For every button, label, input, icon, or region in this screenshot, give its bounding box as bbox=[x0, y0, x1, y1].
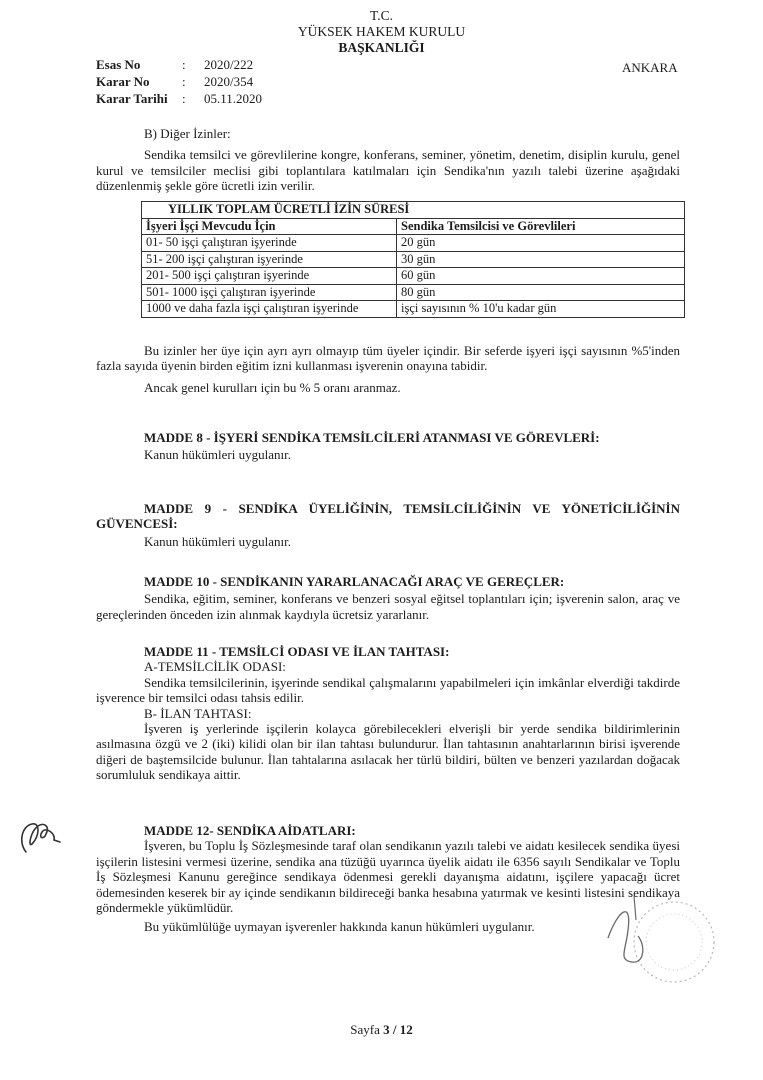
table-col1-header: İşyeri İşçi Mevcudu İçin bbox=[142, 218, 397, 235]
footer-total-pages: 12 bbox=[399, 1022, 413, 1037]
meta-esas bbox=[96, 56, 262, 73]
table-cell: 1000 ve daha fazla işçi çalıştıran işyerinde bbox=[142, 301, 397, 318]
section-b bbox=[96, 126, 680, 194]
case-meta bbox=[96, 56, 262, 107]
table-title-row bbox=[142, 202, 685, 219]
meta-value: 2020/222 bbox=[204, 57, 254, 72]
leave-table bbox=[141, 201, 685, 318]
madde-9-heading: MADDE 9 - SENDİKA ÜYELİĞİNİN, TEMSİLCİLİĞİNİN VE YÖNETİCİLİĞİNİN GÜVENCESİ: bbox=[96, 501, 680, 532]
meta-colon: : bbox=[182, 91, 186, 106]
table-col2-header: Sendika Temsilcisi ve Görevlileri bbox=[397, 218, 685, 235]
meta-karar bbox=[96, 73, 262, 90]
table-header-row bbox=[142, 218, 685, 235]
table-cell: 30 gün bbox=[397, 251, 685, 268]
madde-11-text-a: Sendika temsilcilerinin, işyerinde sendikal çalışmalarını yapabilmeleri için imkânlar elverdiği takdirde işverence bir temsilci odası tahsis edilir. bbox=[96, 674, 680, 706]
table-cell: 501- 1000 işçi çalıştıran işyerinde bbox=[142, 284, 397, 301]
madde-10 bbox=[96, 574, 680, 622]
madde-12-text-2: Bu yükümlülüğe uymayan işverenler hakkında kanun hükümleri uygulanır. bbox=[144, 919, 535, 935]
footer-prefix: Sayfa bbox=[350, 1022, 380, 1037]
meta-label: Karar Tarihi bbox=[96, 91, 168, 106]
madde-8 bbox=[96, 430, 680, 463]
madde-12-heading: MADDE 12- SENDİKA AİDATLARI: bbox=[144, 823, 356, 838]
footer-current-page: 3 bbox=[383, 1022, 390, 1037]
madde-11 bbox=[96, 644, 680, 783]
table-cell: 01- 50 işçi çalıştıran işyerinde bbox=[142, 235, 397, 252]
madde-10-heading: MADDE 10 - SENDİKANIN YARARLANACAĞI ARAÇ VE GEREÇLER: bbox=[144, 574, 565, 589]
page-footer bbox=[0, 1022, 763, 1038]
meta-karar-tarihi bbox=[96, 90, 262, 107]
table-cell: 201- 500 işçi çalıştıran işyerinde bbox=[142, 268, 397, 285]
meta-colon: : bbox=[182, 57, 186, 72]
madde-11-heading: MADDE 11 - TEMSİLCİ ODASI VE İLAN TAHTASI: bbox=[144, 644, 450, 659]
table-cell: 80 gün bbox=[397, 284, 685, 301]
madde-9 bbox=[96, 501, 680, 549]
madde-11-sub-a: A-TEMSİLCİLİK ODASI: bbox=[144, 659, 286, 675]
meta-label: Esas No bbox=[96, 57, 141, 72]
footer-separator: / bbox=[392, 1022, 397, 1037]
header-institution: YÜKSEK HAKEM KURULU bbox=[297, 24, 466, 39]
city-label: ANKARA bbox=[622, 60, 678, 75]
handwritten-initials-icon bbox=[16, 812, 64, 860]
table-cell: 20 gün bbox=[397, 235, 685, 252]
madde-12-text: İşveren, bu Toplu İş Sözleşmesinde taraf olan sendikanın yazılı talebi ve aidatı kesilecek sendika üyesi işçilerin listesini vermesi üzerine, sendika ana tüzüğü uyarınca üyelik aidatı ile 6356 sayılı Sendikalar ve Toplu İş Sözleşmesi Kanunu gereğince sendikaya ödenmesi gerekli dayanışma aidatını, işçilere yapacağı ücret ödemesinden keserek bir ay içinde sendikanın bildireceği banka hesabına yatırmak ve kesinti listesini sendikaya göndermekle yükümlüdür. bbox=[96, 838, 680, 916]
meta-value: 05.11.2020 bbox=[204, 91, 263, 106]
table-title: YILLIK TOPLAM ÜCRETLİ İZİN SÜRESİ bbox=[142, 202, 685, 219]
header-presidency: BAŞKANLIĞI bbox=[338, 40, 425, 55]
meta-colon: : bbox=[182, 74, 186, 89]
madde-8-heading: MADDE 8 - İŞYERİ SENDİKA TEMSİLCİLERİ ATANMASI VE GÖREVLERİ: bbox=[144, 430, 600, 445]
header-tc: T.C. bbox=[370, 8, 393, 23]
madde-9-text: Kanun hükümleri uygulanır. bbox=[144, 533, 291, 549]
section-b-intro: Sendika temsilci ve görevlilerine kongre, konferans, seminer, yönetim, denetim, disiplin kurulu, genel kurul ve temsilciler meclisi gibi toplantılara katılmaları için Sendika'nın yazılı talebi üzerine aşağıdaki düzenlenmiş şekle göre ücretli izin verilir. bbox=[96, 147, 680, 194]
madde-11-sub-b: B- İLAN TAHTASI: bbox=[144, 705, 252, 721]
table-cell: 60 gün bbox=[397, 268, 685, 285]
table-row bbox=[142, 284, 685, 301]
table-row bbox=[142, 235, 685, 252]
section-b-title: B) Diğer İzinler: bbox=[144, 126, 231, 141]
table-row bbox=[142, 268, 685, 285]
meta-label: Karar No bbox=[96, 74, 150, 89]
table-cell: 51- 200 işçi çalıştıran işyerinde bbox=[142, 251, 397, 268]
meta-value: 2020/354 bbox=[204, 74, 254, 89]
table-cell: işçi sayısının % 10'u kadar gün bbox=[397, 301, 685, 318]
stamp-seal-icon bbox=[588, 890, 728, 1000]
madde-10-text: Sendika, eğitim, seminer, konferans ve benzeri sosyal eğitsel toplantıları için; işverenin salon, araç ve gereçlerinden önceden izin alınmak kaydıyla ücretsiz yararlanır. bbox=[96, 591, 680, 622]
madde-8-text: Kanun hükümleri uygulanır. bbox=[144, 447, 291, 463]
table-row bbox=[142, 251, 685, 268]
after-table-p1: Bu izinler her üye için ayrı ayrı olmayıp tüm üyeler içindir. Bir seferde işyeri işçi sayısının %5'inden fazla sayıda üyenin birden eğitim izni kullanması işverenin onayına tabidir. bbox=[96, 343, 680, 374]
table-row bbox=[142, 301, 685, 318]
madde-11-text-b: İşveren iş yerlerinde işçilerin kolayca görebilecekleri elverişli bir yerde sendika bildirimlerinin asılmasına özgü ve 2 (iki) kilidi olan bir ilan tahtası bulundurur. İlan tahtasının anahtarlarının birisi işverende diğeri de baştemsilcide bulunur. İlan tahtalarına asılacak her türlü bildiri, bülten ve benzeri yazılardan doğacak sorumluluk sendikaya aittir. bbox=[96, 721, 680, 783]
after-table-p2: Ancak genel kurulları için bu % 5 oranı aranmaz. bbox=[144, 379, 401, 395]
after-table bbox=[96, 343, 680, 395]
